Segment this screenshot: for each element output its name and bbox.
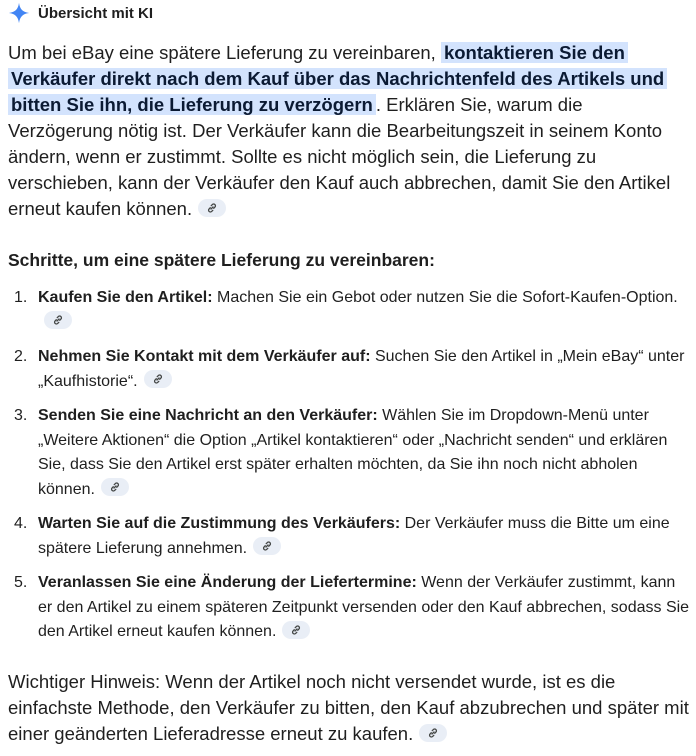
step-title: Veranlassen Sie eine Änderung der Liefertermine: bbox=[38, 574, 417, 591]
step-body bbox=[38, 571, 692, 645]
step-title: Kaufen Sie den Artikel: bbox=[38, 289, 213, 306]
link-icon bbox=[109, 481, 121, 493]
source-link-button[interactable] bbox=[419, 724, 447, 742]
ai-overview-title: Übersicht mit KI bbox=[38, 4, 154, 22]
step-title: Warten Sie auf die Zustimmung des Verkäufers: bbox=[38, 515, 401, 532]
source-link-button[interactable] bbox=[44, 311, 72, 329]
list-item bbox=[8, 571, 692, 645]
step-title: Senden Sie eine Nachricht an den Verkäufer: bbox=[38, 407, 378, 424]
link-icon bbox=[52, 314, 64, 326]
intro-paragraph bbox=[8, 40, 692, 222]
step-text: Der Verkäufer muss die Bitte um eine spätere Lieferung annehmen. bbox=[38, 515, 670, 557]
step-text: Wenn der Verkäufer zustimmt, kann er den Artikel zu einem späteren Zeitpunkt versenden oder den Kauf abbrechen, sodass Sie den Artikel erneut kaufen können. bbox=[38, 574, 690, 640]
step-body bbox=[38, 512, 692, 561]
intro-lead: Um bei eBay eine spätere Lieferung zu vereinbaren, bbox=[8, 42, 441, 63]
step-title: Nehmen Sie Kontakt mit dem Verkäufer auf: bbox=[38, 348, 371, 365]
step-number: 3. bbox=[14, 407, 28, 424]
steps-heading: Schritte, um eine spätere Lieferung zu vereinbaren: bbox=[8, 250, 435, 270]
intro-highlight[interactable]: kontaktieren Sie den Verkäufer direkt nach dem Kauf über das Nachrichtenfeld des Artikels und bitten Sie ihn, die Lieferung zu verzögern bbox=[8, 42, 667, 115]
source-link-button[interactable] bbox=[253, 537, 281, 555]
link-icon bbox=[206, 202, 218, 214]
list-item bbox=[8, 512, 692, 561]
note-text: Wichtiger Hinweis: Wenn der Artikel noch nicht versendet wurde, ist es die einfachste Methode, den Verkäufer zu bitten, den Kauf abzubrechen und später mit einer geänderten Lieferadresse erneut zu kaufen. bbox=[8, 670, 689, 744]
source-link-button[interactable] bbox=[144, 370, 172, 388]
step-text: Suchen Sie den Artikel in „Mein eBay“ unter „Kaufhistorie“. bbox=[38, 348, 685, 390]
list-item bbox=[8, 345, 692, 394]
step-number: 5. bbox=[14, 574, 28, 591]
link-icon bbox=[427, 727, 439, 739]
step-text: Machen Sie ein Gebot oder nutzen Sie die Sofort-Kaufen-Option. bbox=[212, 289, 678, 306]
step-body bbox=[38, 404, 692, 502]
important-note bbox=[8, 669, 692, 747]
step-text: Wählen Sie im Dropdown-Menü unter „Weitere Aktionen“ die Option „Artikel kontaktieren“ oder „Nachricht senden“ und erklären Sie, dass Sie den Artikel erst später erhalten möchten, da Sie ihn noch nicht abholen können. bbox=[38, 407, 668, 498]
source-link-button[interactable] bbox=[198, 199, 226, 217]
step-number: 1. bbox=[14, 289, 28, 306]
ai-overview-content bbox=[8, 40, 692, 747]
list-item bbox=[8, 404, 692, 502]
list-item bbox=[8, 286, 692, 335]
link-icon bbox=[290, 624, 302, 636]
intro-rest: . Erklären Sie, warum die Verzögerung nötig ist. Der Verkäufer kann die Bearbeitungszeit in seinem Konto ändern, wenn er zustimmt. Sollte es nicht möglich sein, die Lieferung zu verschieben, kann der Verkäufer den Kauf auch abbrechen, damit Sie den Artikel erneut kaufen können. bbox=[8, 94, 671, 219]
link-icon bbox=[152, 373, 164, 385]
step-body bbox=[38, 345, 692, 394]
step-number: 2. bbox=[14, 348, 28, 365]
link-icon bbox=[261, 540, 273, 552]
sparkle-icon bbox=[8, 2, 30, 24]
step-body bbox=[38, 286, 692, 335]
ai-overview-header bbox=[8, 0, 153, 26]
steps-list bbox=[8, 286, 692, 645]
source-link-button[interactable] bbox=[101, 478, 129, 496]
step-number: 4. bbox=[14, 515, 28, 532]
source-link-button[interactable] bbox=[282, 621, 310, 639]
